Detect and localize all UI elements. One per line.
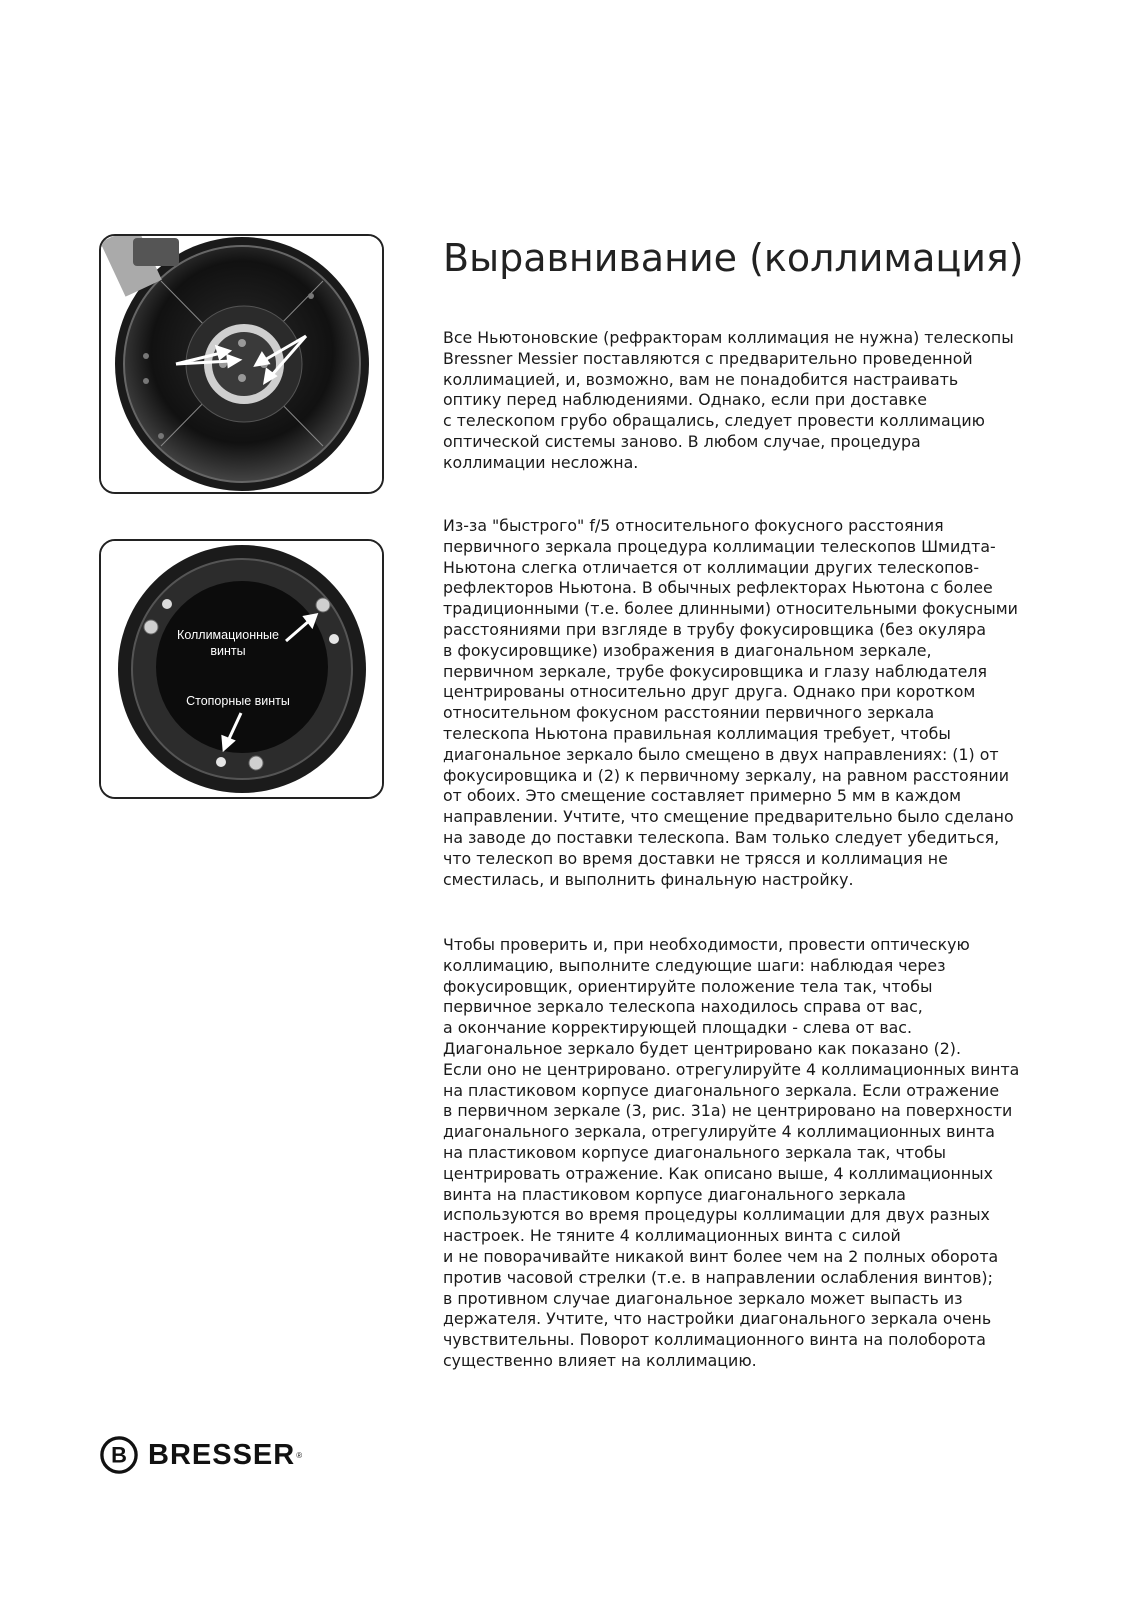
text-line: чувствительны. Поворот коллимационного винта на полоборота [443, 1330, 986, 1350]
page-title: Выравнивание (коллимация) [443, 236, 1024, 280]
text-line: Если оно не центрировано. отрегулируйте 4 коллимационных винта [443, 1059, 1020, 1079]
text-line: настроек. Не тяните 4 коллимационных винта с силой [443, 1226, 901, 1246]
text-line: Bressner Messier поставляются с предварительно проведенной [443, 348, 973, 368]
text-line: диагонального зеркала, отрегулируйте 4 коллимационных винта [443, 1122, 995, 1142]
text-line: в противном случае диагональное зеркало может выпасть из [443, 1288, 963, 1308]
text-line: коллимации несложна. [443, 452, 639, 472]
text-line: Диагональное зеркало будет центрировано как показано (2). [443, 1038, 961, 1058]
telescope-front-photo [99, 234, 384, 494]
text-line: и не поворачивайте никакой винт более чем на 2 полных оборота [443, 1246, 999, 1266]
text-line: рефлекторов Ньютона. В обычных рефлекторах Ньютона с более [443, 578, 993, 598]
text-line: на пластиковом корпусе диагонального зеркала так, чтобы [443, 1142, 947, 1162]
diagonal-mirror-illustration [101, 236, 382, 492]
text-line: в первичном зеркале (3, рис. 31а) не центрировано на поверхности [443, 1101, 1013, 1121]
text-line: винта на пластиковом корпусе диагонального зеркала [443, 1184, 906, 1204]
text-line: относительном фокусном расстоянии первичного зеркала [443, 703, 935, 723]
text-line: Из-за "быстрого" f/5 относительного фокусного расстояния [443, 516, 944, 535]
bresser-logo [100, 1432, 302, 1478]
text-line: фокусировщик, ориентируйте положение тела так, чтобы [443, 976, 933, 996]
text-line: держателя. Учтите, что настройки диагонального зеркала очень [443, 1309, 992, 1329]
text-line: Все Ньютоновские (рефракторам коллимация не нужна) телескопы [443, 328, 1014, 347]
logo-wordmark: BRESSER [148, 1438, 296, 1471]
text-line: фокусировщика и (2) к первичному зеркалу, на равном расстоянии [443, 765, 1010, 785]
paragraph-procedure [443, 935, 1023, 1372]
text-line: сместилась, и выполнить финальную настройку. [443, 869, 854, 889]
text-line: против часовой стрелки (т.е. в направлении ослабления винтов); [443, 1267, 993, 1287]
collimation-screws-label-line1: Коллимационные [177, 628, 279, 642]
registered-mark: ® [296, 1450, 303, 1460]
collimation-screws-label [171, 628, 285, 659]
text-line: диагональное зеркало было смещено в двух направлениях: (1) от [443, 744, 999, 764]
text-line: оптической системы заново. В любом случае, процедура [443, 431, 921, 451]
paragraph-schmidt-newton [443, 516, 1023, 890]
text-line: в фокусировщике) изображения в диагональном зеркале, [443, 640, 932, 660]
paragraph-intro [443, 328, 1023, 474]
text-line: коллимацией, и, возможно, вам не понадобится настраивать [443, 369, 959, 389]
text-line: от обоих. Это смещение составляет примерно 5 мм в каждом [443, 786, 962, 806]
text-line: коллимацию, выполните следующие шаги: наблюдая через [443, 955, 946, 975]
mirror-cell-illustration [101, 541, 382, 797]
lock-screws-label: Стопорные винты [186, 694, 290, 708]
text-line: центрированы относительно друг друга. Однако при коротком [443, 682, 976, 702]
text-line: первичном зеркале, трубе фокусировщика и глазу наблюдателя [443, 661, 988, 681]
text-line: направлении. Учтите, что смещение предварительно было сделано [443, 807, 1014, 827]
text-line: Чтобы проверить и, при необходимости, провести оптическую [443, 935, 970, 954]
text-line: используются во время процедуры коллимации для двух разных [443, 1205, 990, 1225]
text-line: расстояниями при взгляде в трубу фокусировщика (без окуляра [443, 619, 986, 639]
text-line: первичное зеркало телескопа находилось справа от вас, [443, 997, 923, 1017]
text-line: телескопа Ньютона правильная коллимация требует, чтобы [443, 723, 951, 743]
text-line: первичного зеркала процедура коллимации телескопов Шмидта- [443, 536, 996, 556]
text-line: на пластиковом корпусе диагонального зеркала. Если отражение [443, 1080, 1000, 1100]
mirror-cell-photo [99, 539, 384, 799]
text-line: с телескопом грубо обращались, следует провести коллимацию [443, 411, 985, 431]
text-line: а окончание корректирующей площадки - слева от вас. [443, 1018, 913, 1038]
text-line: традиционными (т.е. более длинными) относительными фокусными [443, 599, 1018, 619]
text-line: Ньютона слегка отличается от коллимации других телескопов- [443, 557, 980, 577]
text-line: на заводе до поставки телескопа. Вам только следует убедиться, [443, 827, 1000, 847]
text-line: существенно влияет на коллимацию. [443, 1350, 757, 1370]
bresser-b-icon [100, 1436, 138, 1474]
collimation-screws-label-line2: винты [210, 643, 246, 658]
text-line: что телескоп во время доставки не трясся и коллимация не [443, 848, 948, 868]
text-line: центрировать отражение. Как описано выше, 4 коллимационных [443, 1163, 993, 1183]
text-line: оптику перед наблюдениями. Однако, если при доставке [443, 390, 927, 410]
svg-text:B: B [111, 1442, 127, 1468]
